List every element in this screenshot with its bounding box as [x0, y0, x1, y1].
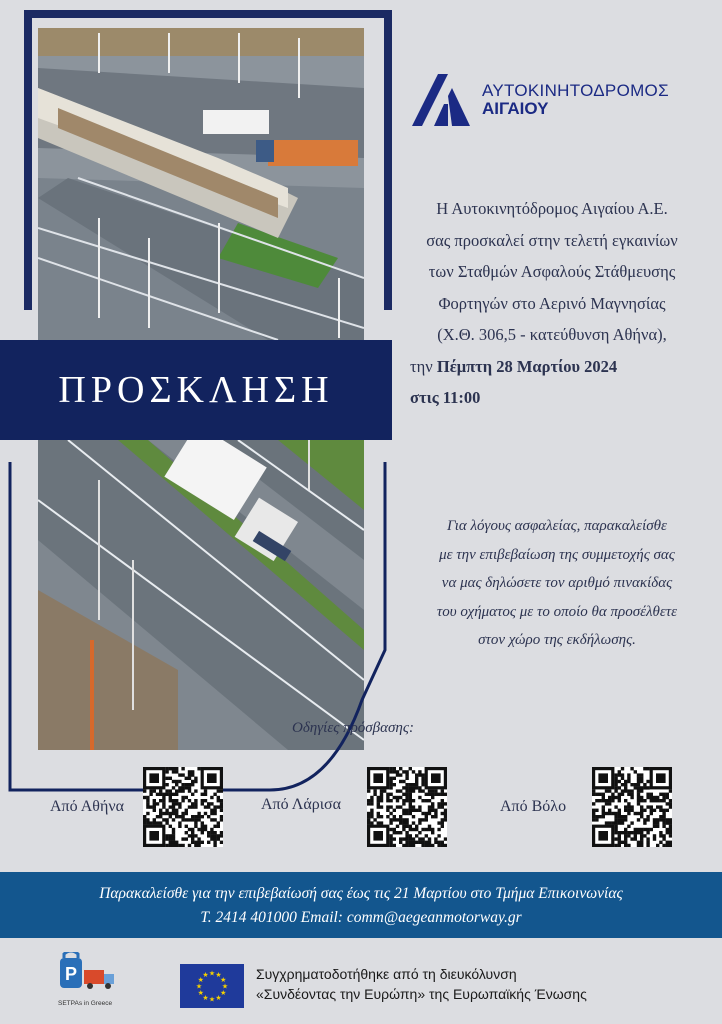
direction-label-athens: Από Αθήνα	[50, 798, 124, 815]
aegean-motorway-logo	[412, 74, 669, 126]
contact-line1: Παρακαλείσθε για την επιβεβαίωσή σας έως τις 21 Μαρτίου στο Τμήμα Επικοινωνίας	[99, 885, 623, 902]
svg-text:★: ★	[202, 993, 209, 1002]
svg-text:★: ★	[220, 976, 227, 984]
svg-text:★: ★	[197, 976, 204, 984]
invite-date-line	[404, 351, 700, 383]
direction-label-larisa: Από Λάρισα	[261, 796, 342, 813]
contact-line2: Τ. 2414 401000 Email: comm@aegeanmotorway.gr	[200, 909, 522, 926]
date-prefix: την	[410, 356, 433, 376]
svg-text:★: ★	[208, 995, 216, 1004]
note-line: του οχήματος με το οποίο θα προσέλθετε	[436, 603, 678, 620]
event-date: Πέμπτη 28 Μαρτίου 2024	[436, 356, 618, 376]
svg-text:★: ★	[221, 982, 229, 991]
svg-text:★: ★	[195, 982, 203, 991]
security-note	[402, 512, 712, 655]
svg-text:★: ★	[215, 993, 222, 1002]
motorway-triangle-icon	[412, 74, 470, 126]
contact-strip	[0, 872, 722, 938]
invite-line: (Χ.Θ. 306,5 - κατεύθυνση Αθήνα),	[437, 325, 667, 344]
invite-line: σας προσκαλεί στην τελετή εγκαινίων	[426, 230, 678, 250]
qr-code-icon[interactable]	[367, 767, 447, 847]
svg-text:★: ★	[215, 971, 222, 980]
svg-text:★: ★	[197, 989, 204, 997]
logo-text-line1: ΑΥΤΟΚΙΝΗΤΟΔΡΟΜΟΣ	[482, 81, 669, 101]
invite-line: Η Αυτοκινητόδρομος Αιγαίου Α.Ε.	[436, 199, 668, 218]
svg-text:★: ★	[208, 969, 216, 978]
qr-code-icon[interactable]	[592, 767, 672, 847]
note-line: Για λόγους ασφαλείας, παρακαλείσθε	[447, 518, 667, 534]
qr-code-icon[interactable]	[143, 767, 223, 847]
direction-label-volos: Από Βόλο	[500, 798, 567, 815]
setpa-label: SETPAs in Greece	[58, 1000, 113, 1007]
svg-text:P: P	[65, 964, 78, 984]
directions-title: Οδηγίες πρόσβασης:	[292, 720, 414, 736]
banner-title: ΠΡΟΣΚΛΗΣΗ	[58, 369, 334, 411]
eu-funding-text	[256, 964, 587, 1004]
svg-text:★: ★	[202, 971, 209, 980]
invite-line: Φορτηγών στο Αερινό Μαγνησίας	[438, 293, 666, 313]
event-time: στις 11:00	[410, 388, 481, 407]
eu-line1: Συγχρηματοδοτήθηκε από τη διευκόλυνση	[256, 966, 517, 982]
eu-line2: «Συνδέοντας την Ευρώπη» της Ευρωπαϊκής Ένωσης	[256, 986, 587, 1002]
note-line: με την επιβεβαίωση της συμμετοχής σας	[439, 546, 675, 563]
invitation-text	[404, 193, 700, 414]
logo-text-line2: ΑΙΓΑΙΟΥ	[482, 99, 549, 118]
note-line: στον χώρο της εκδήλωσης.	[478, 632, 636, 648]
eu-flag-icon	[180, 964, 244, 1008]
svg-text:★: ★	[220, 989, 227, 997]
note-line: να μας δηλώσετε τον αριθμό πινακίδας	[441, 575, 673, 591]
invitation-banner	[0, 340, 392, 440]
invite-line: των Σταθμών Ασφαλούς Στάθμευσης	[428, 262, 676, 281]
